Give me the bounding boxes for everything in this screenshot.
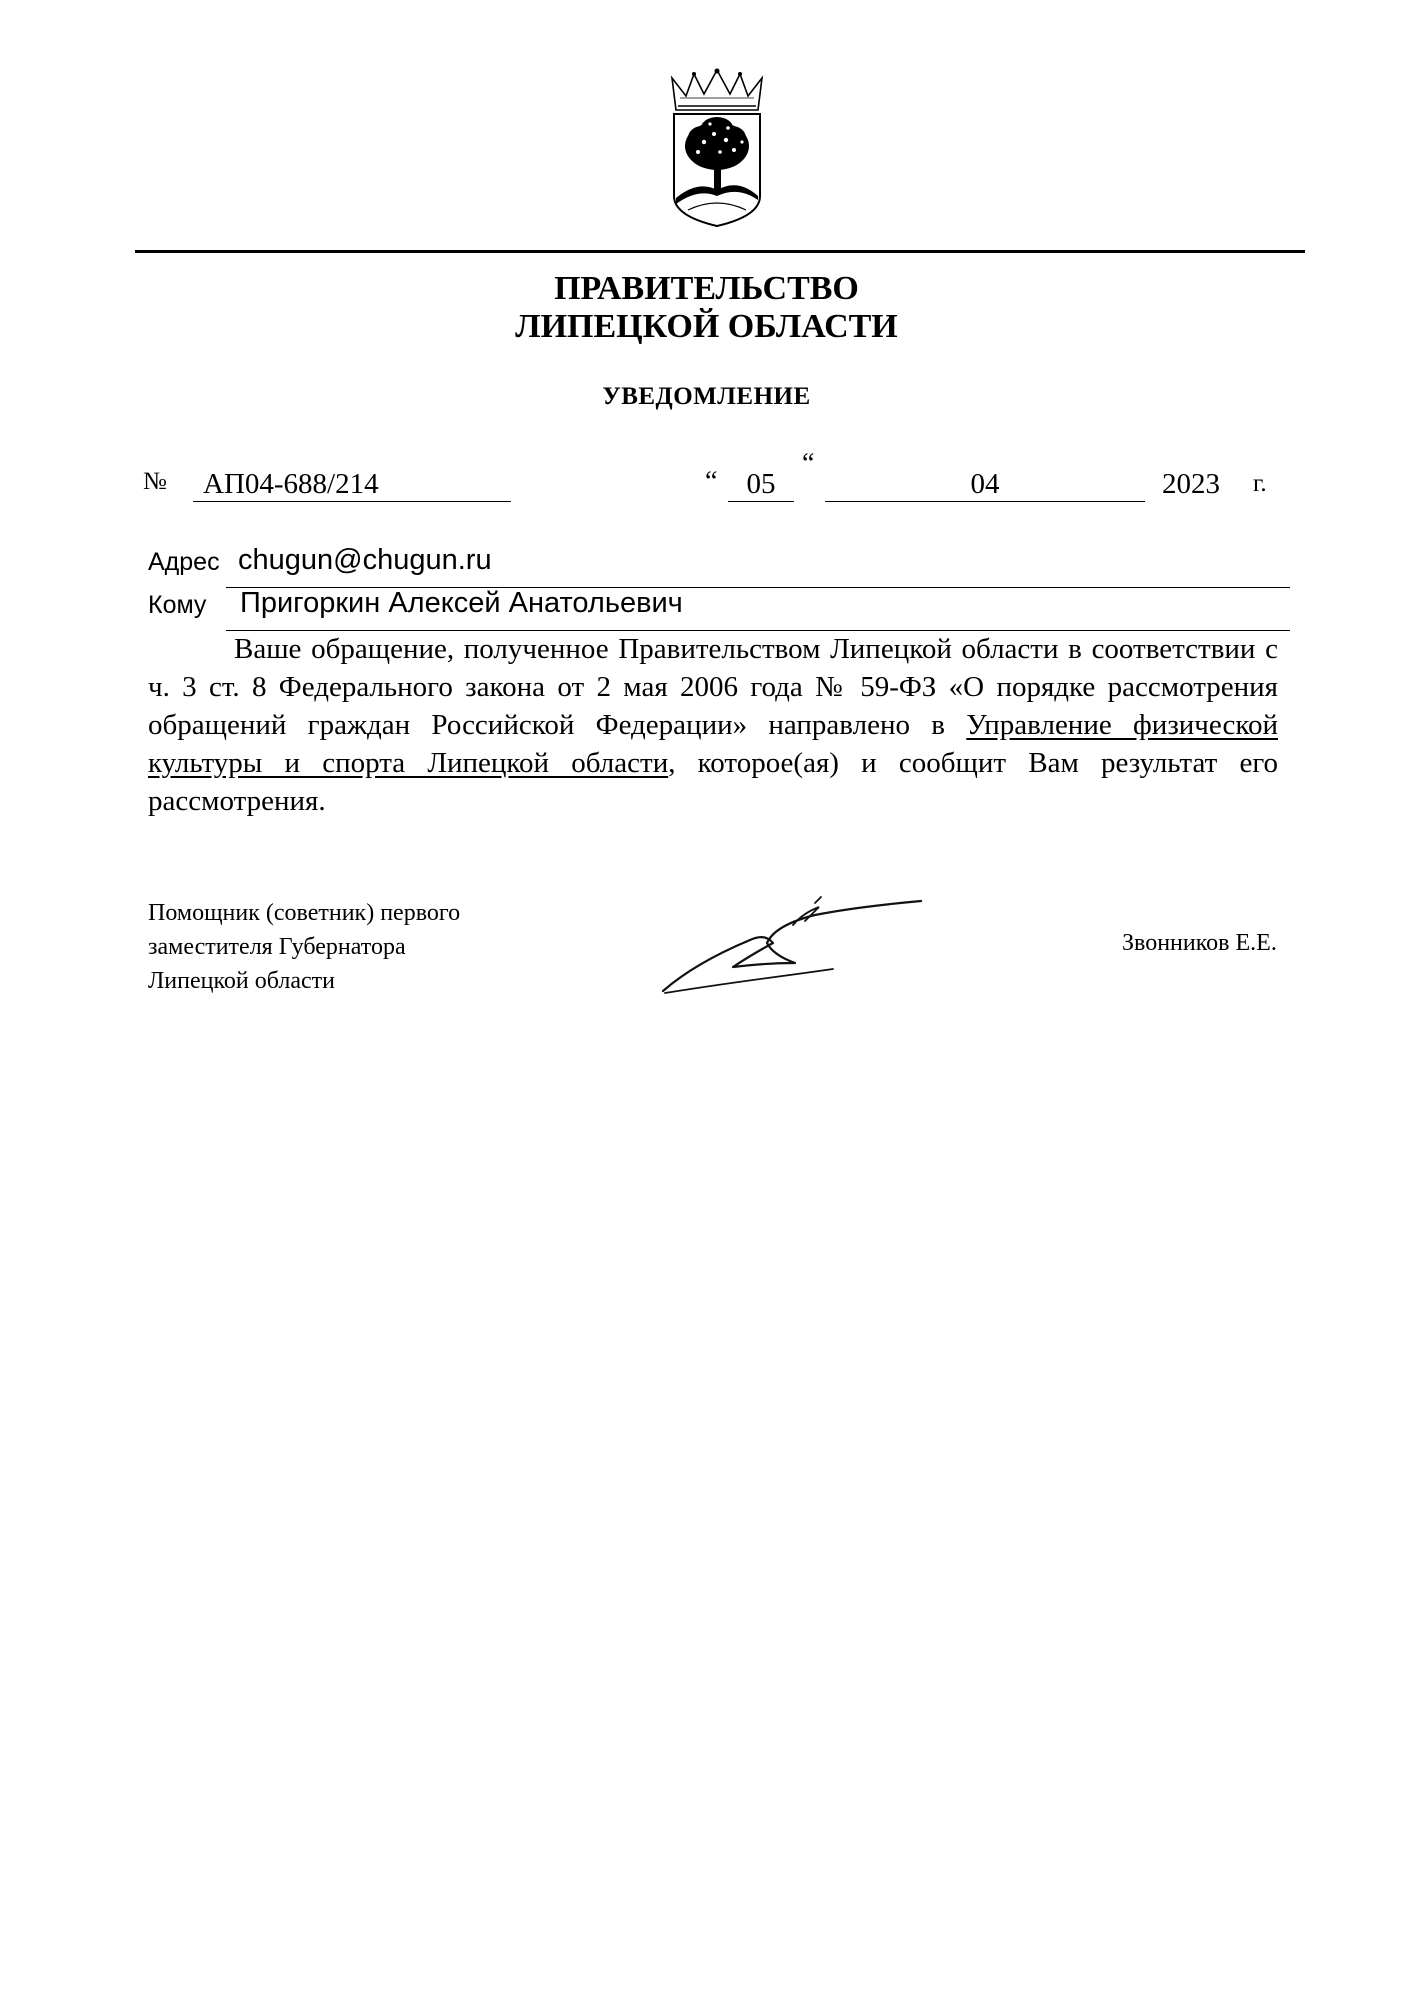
recipient-name: Пригоркин Алексей Анатольевич — [226, 587, 1290, 631]
position-line: Помощник (советник) первого — [148, 900, 461, 926]
address-value: chugun@chugun.ru — [226, 544, 1290, 588]
position-line: Липецкой области — [148, 968, 335, 994]
signer-name: Звонников Е.Е. — [1122, 930, 1277, 956]
position-line: заместителя Губернатора — [148, 934, 406, 960]
date-month: 04 — [825, 468, 1145, 502]
notice-paragraph — [148, 630, 1278, 820]
number-sign: № — [143, 468, 167, 495]
notice-body — [148, 630, 1278, 820]
document-type: УВЕДОМЛЕНИЕ — [602, 383, 811, 410]
body-text-before: Ваше обращение, полученное Правительством Липецкой области в соответствии с ч. 3 ст. 8 Федерального закона от 2 мая 2006 года № 59-ФЗ «О порядке рассмотрения обращений граждан Российской Федерации» направлено в — [148, 633, 1278, 741]
org-name-line2: ЛИПЕЦКОЙ ОБЛАСТИ — [515, 308, 898, 345]
registration-number: АП04-688/214 — [193, 468, 511, 502]
target-organization: Управление физической культуры и спорта Липецкой области — [148, 709, 1278, 779]
year-suffix: г. — [1253, 470, 1267, 497]
signer-position — [148, 896, 460, 998]
date-day: 05 — [728, 468, 794, 502]
handwritten-signature — [655, 885, 935, 1000]
recipient-label: Кому — [148, 591, 207, 619]
date-year: 2023 — [1162, 468, 1220, 500]
address-label: Адрес — [148, 548, 220, 576]
coat-of-arms-emblem — [668, 68, 766, 228]
header-divider — [135, 250, 1305, 253]
open-quote: “ — [705, 466, 718, 497]
body-text-after: , которое(ая) и сообщит Вам результат его рассмотрения. — [148, 747, 1278, 817]
org-name-line1: ПРАВИТЕЛЬСТВО — [554, 270, 859, 307]
close-quote: “ — [802, 448, 815, 479]
